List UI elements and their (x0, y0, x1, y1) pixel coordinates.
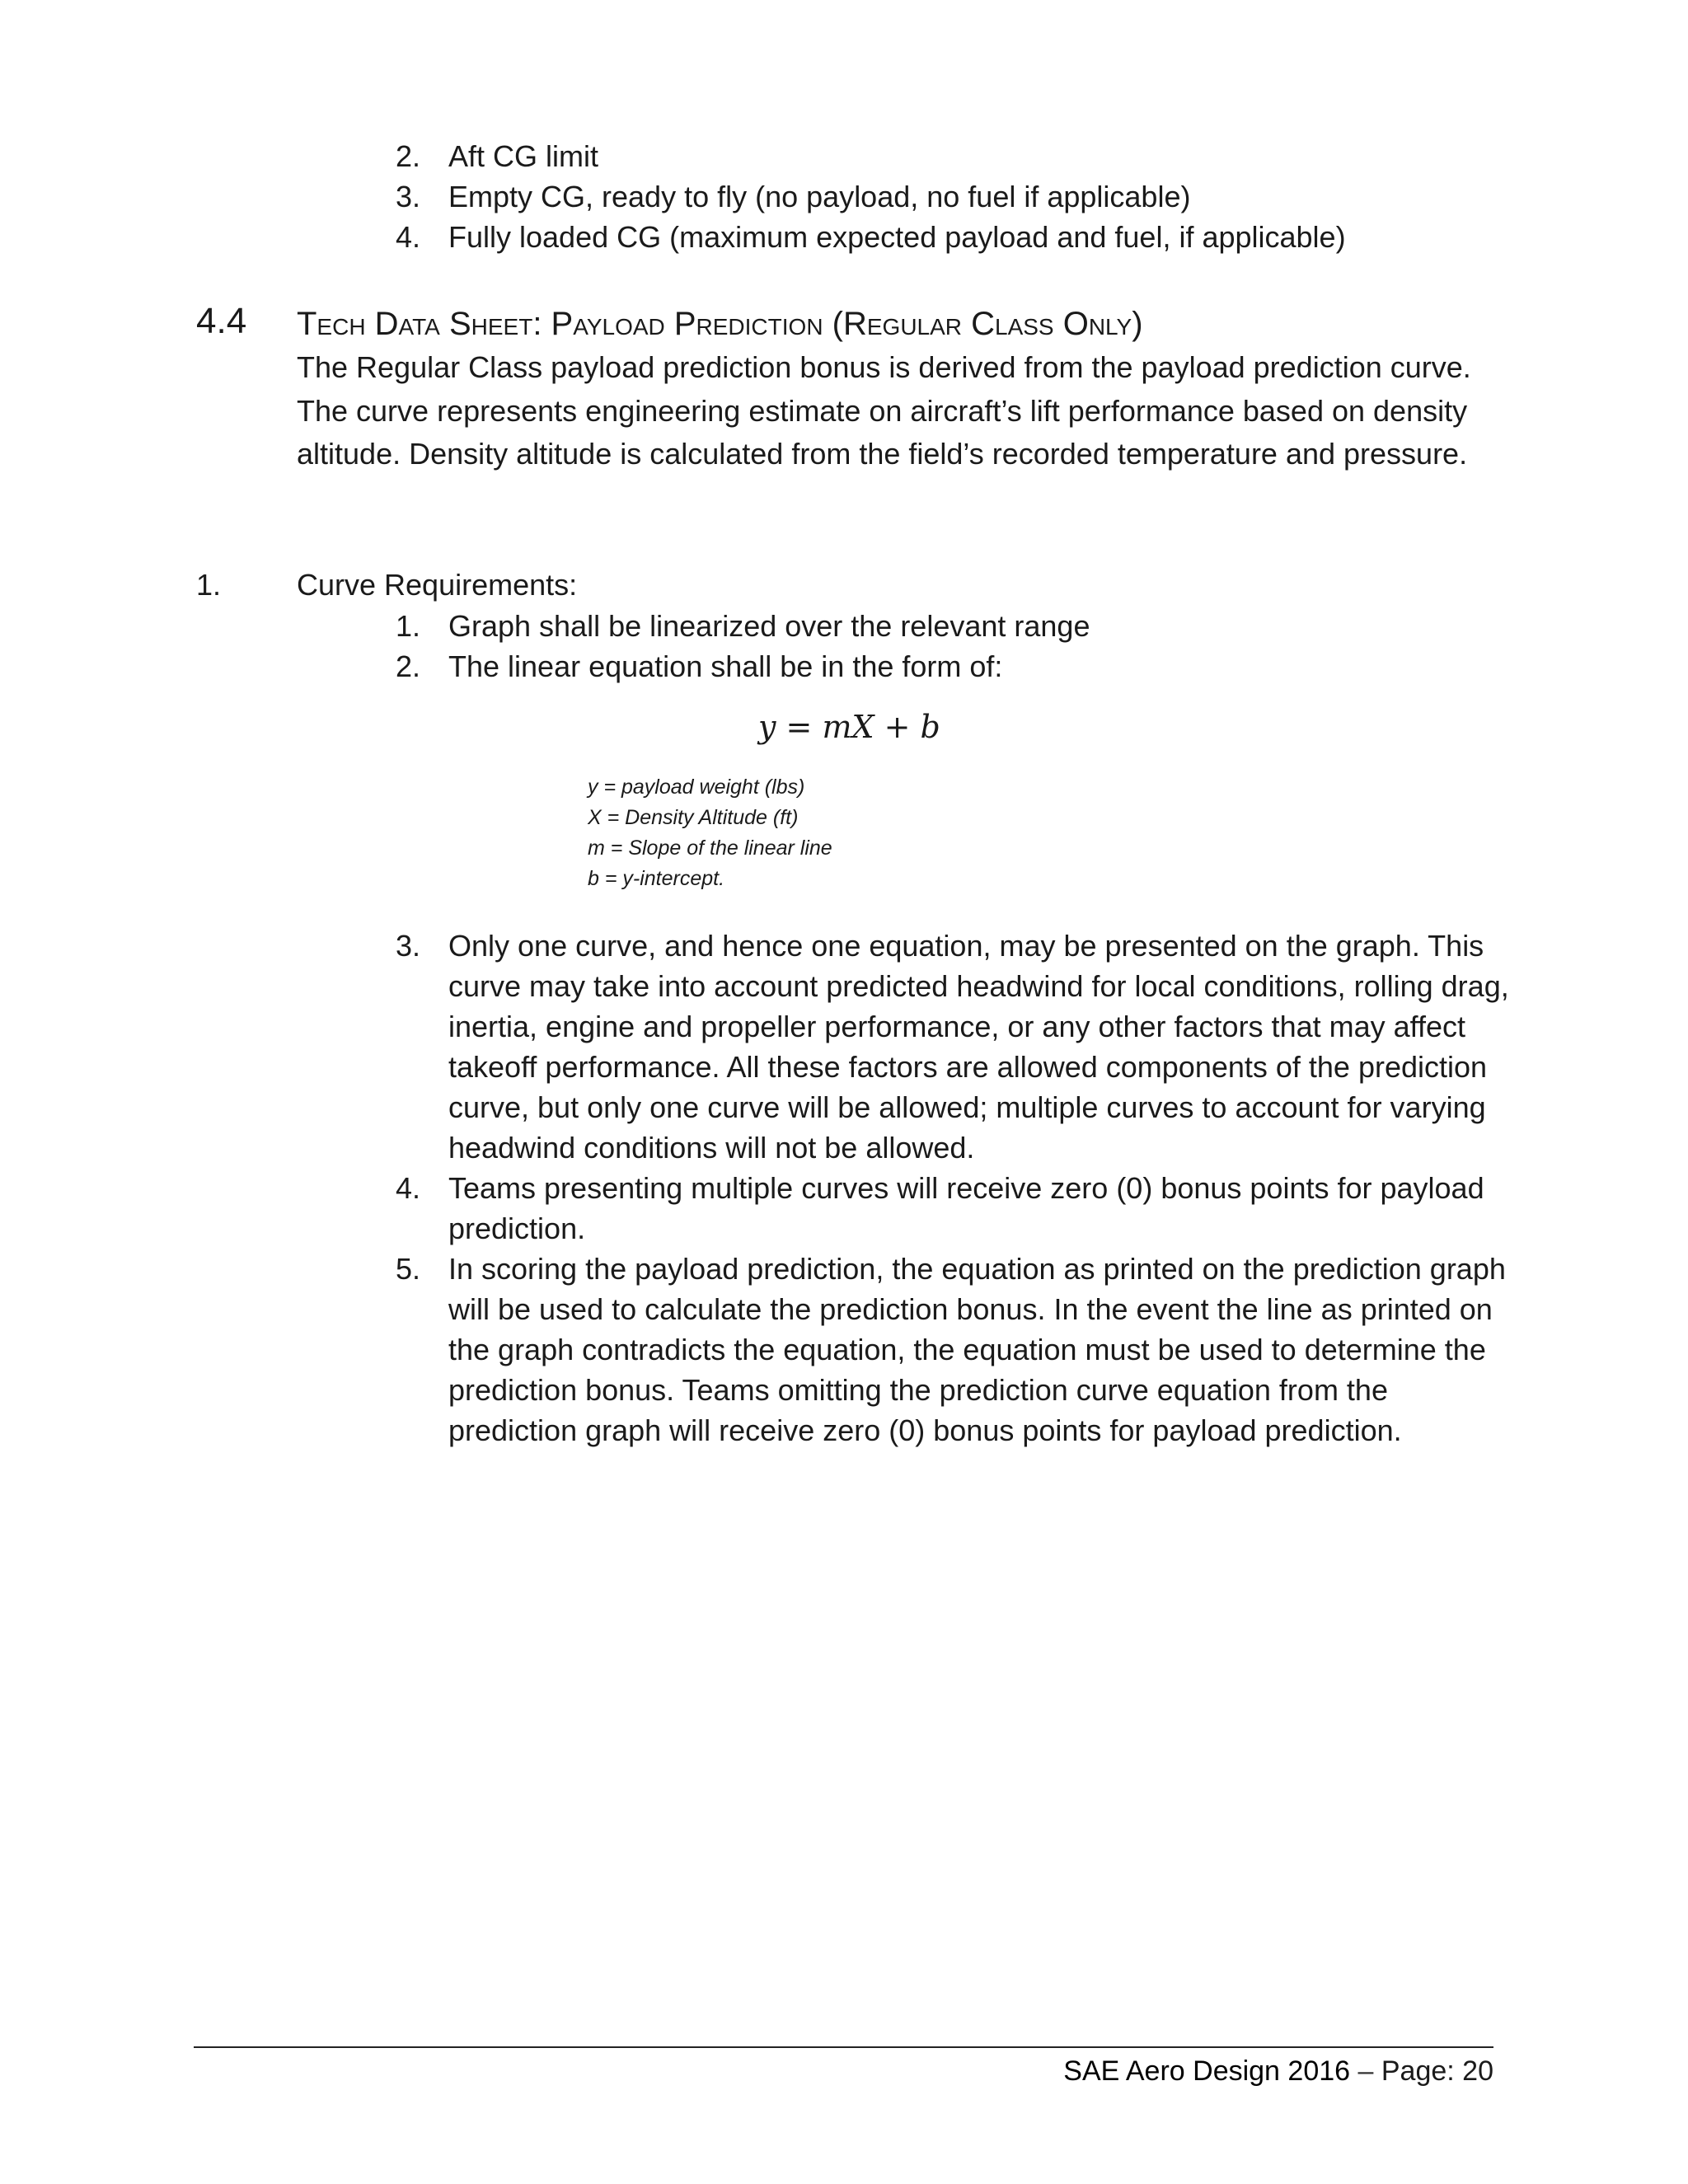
list-number: 3. (396, 929, 421, 963)
list-item (396, 176, 1550, 217)
list-text: Empty CG, ready to fly (no payload, no fuel if applicable) (448, 180, 1191, 213)
footer-brand: SAE Aero Design 2016 (1063, 2055, 1351, 2087)
list-text: Graph shall be linearized over the relevant range (448, 609, 1090, 643)
section-intro-paragraph: The Regular Class payload prediction bonus is derived from the payload prediction curve. The curve represents engineering estimate on aircraft’s lift performance based on density altitude. Density altitude is calculated from the field’s recorded temperature and pressure. (297, 350, 1471, 471)
cg-list (396, 136, 1550, 257)
list-number: 1. (396, 609, 421, 643)
list-text: Aft CG limit (448, 139, 599, 173)
section-title: Tech Data Sheet: Payload Prediction (Regular Class Only) (297, 306, 1143, 342)
list-number: 2. (396, 649, 421, 683)
list-item (396, 926, 1517, 1168)
requirements-list (396, 606, 1550, 687)
footer-page-number: Page: 20 (1381, 2055, 1493, 2087)
legend-line: y = payload weight (lbs) (588, 776, 805, 799)
linear-equation: y = mX + b (758, 709, 940, 745)
legend-line: m = Slope of the linear line (588, 837, 832, 860)
list-item (396, 136, 1550, 176)
equation-legend (588, 772, 832, 894)
subsection-number: 1. (196, 568, 222, 602)
list-number: 4. (396, 1171, 421, 1205)
page-footer (1063, 2052, 1493, 2090)
list-item (396, 1168, 1517, 1249)
section-number: 4.4 (196, 301, 247, 341)
legend-line: b = y-intercept. (588, 867, 725, 890)
list-item (396, 1249, 1517, 1451)
legend-line: X = Density Altitude (ft) (588, 806, 799, 829)
list-number: 5. (396, 1252, 421, 1286)
list-number: 3. (396, 180, 421, 213)
subsection-title: Curve Requirements: (297, 568, 578, 602)
list-text: Teams presenting multiple curves will receive zero (0) bonus points for payload prediction. (448, 1171, 1484, 1245)
list-item (396, 217, 1550, 257)
list-number: 4. (396, 220, 421, 254)
list-text: In scoring the payload prediction, the equation as printed on the prediction graph will be used to calculate the prediction bonus. In the event the line as printed on the graph contradicts the equation, the equation must be used to determine the prediction bonus. Teams omitting the prediction curve equation from the prediction graph will receive zero (0) bonus points for payload prediction. (448, 1252, 1506, 1447)
footer-divider (194, 2046, 1493, 2048)
footer-separator: – (1350, 2055, 1381, 2087)
list-item (396, 606, 1550, 646)
requirements-list-continued (396, 926, 1517, 1451)
list-text: Only one curve, and hence one equation, may be presented on the graph. This curve may take into account predicted headwind for local conditions, rolling drag, inertia, engine and propeller performance, or any other factors that may affect takeoff performance. All these factors are allowed components of the prediction curve, but only one curve will be allowed; multiple curves to account for varying headwind conditions will not be allowed. (448, 929, 1509, 1165)
list-number: 2. (396, 139, 421, 173)
list-text: Fully loaded CG (maximum expected payload and fuel, if applicable) (448, 220, 1346, 254)
list-item (396, 646, 1550, 687)
list-text: The linear equation shall be in the form of: (448, 649, 1003, 683)
